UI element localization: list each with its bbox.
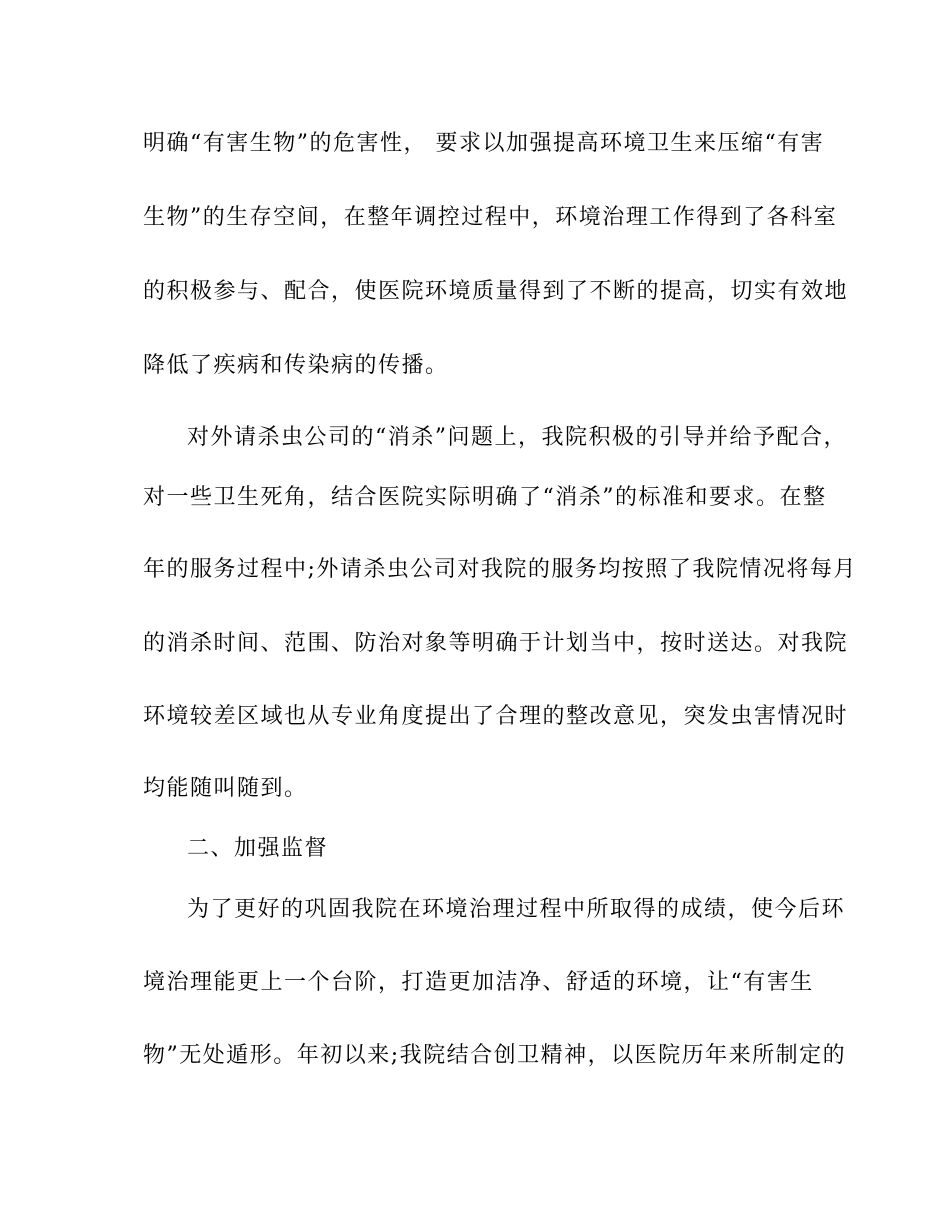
text-line-3: 的积极参与、配合，使医院环境质量得到了不断的提高，切实有效地 xyxy=(143,279,849,304)
text-line-6: 对一些卫生死角，结合医院实际明确了“消杀”的标准和要求。在整 xyxy=(143,485,827,510)
text-line-5: 对外请杀虫公司的“消杀”问题上，我院积极的引导并给予配合， xyxy=(187,425,847,450)
text-line-10: 均能随叫随到。 xyxy=(143,776,308,801)
text-line-7: 年的服务过程中;外请杀虫公司对我院的服务均按照了我院情况将每月 xyxy=(143,557,857,582)
text-line-14: 物”无处遁形。年初以来;我院结合创卫精神，以医院历年来所制定的 xyxy=(143,1043,847,1068)
section-heading: 二、加强监督 xyxy=(187,836,329,861)
text-line-2: 生物”的生存空间，在整年调控过程中，环境治理工作得到了各科室 xyxy=(143,205,838,230)
text-line-8: 的消杀时间、范围、防治对象等明确于计划当中，按时送达。对我院 xyxy=(143,631,849,656)
text-line-13: 境治理能更上一个台阶，打造更加洁净、舒适的环境，让“有害生 xyxy=(143,970,814,995)
text-line-4: 降低了疾病和传染病的传播。 xyxy=(143,353,449,378)
text-line-9: 环境较差区域也从专业角度提出了合理的整改意见，突发虫害情况时 xyxy=(143,704,849,729)
text-line-12: 为了更好的巩固我院在环境治理过程中所取得的成绩，使今后环 xyxy=(187,897,846,922)
text-line-1: 明确“有害生物”的危害性， 要求以加强提高环境卫生来压缩“有害 xyxy=(143,131,825,156)
